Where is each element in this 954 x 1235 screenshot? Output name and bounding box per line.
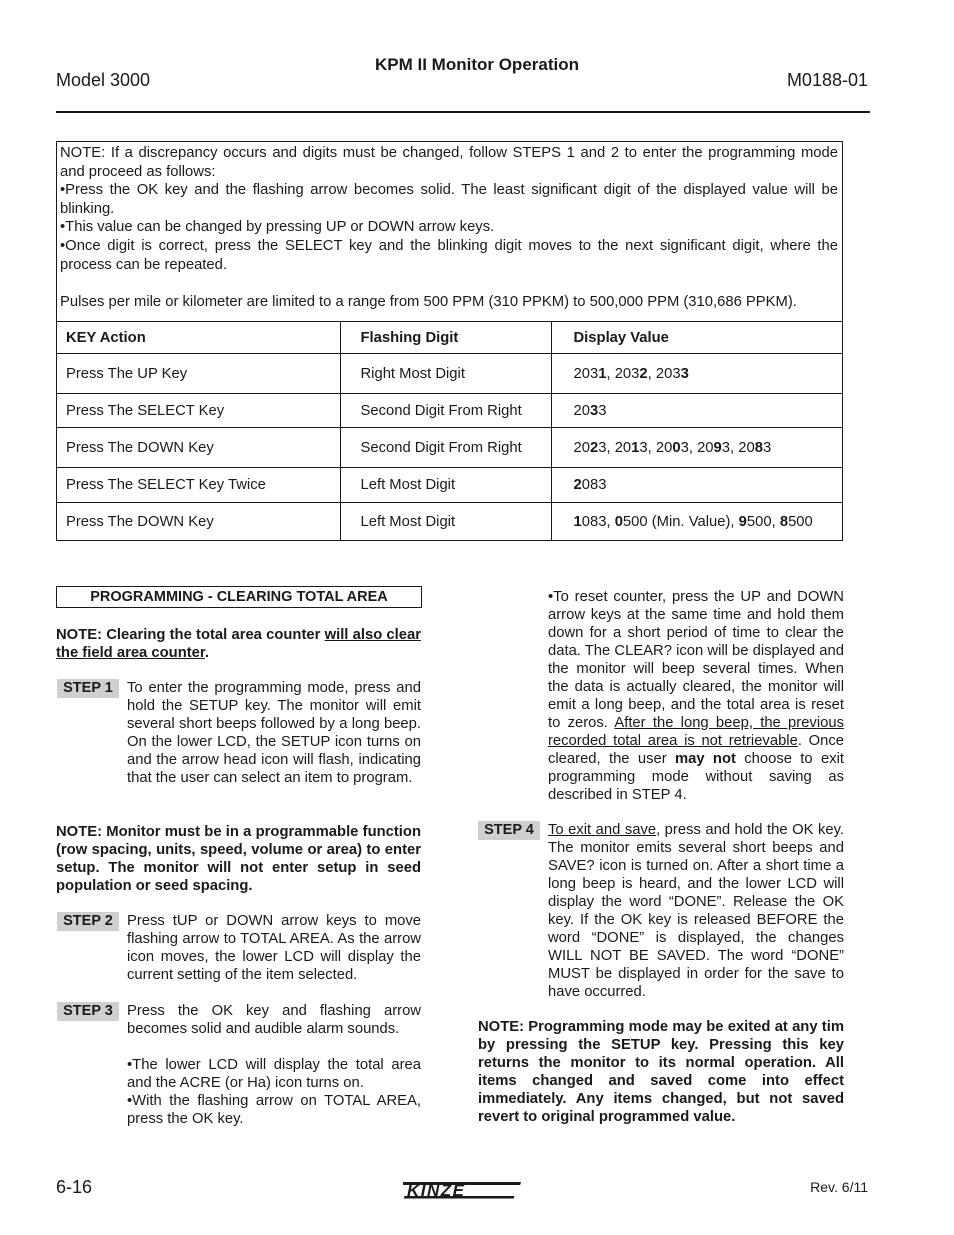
table-cell: Press The SELECT Key Twice — [57, 468, 340, 503]
table-cell: Second Digit From Right — [340, 428, 551, 468]
exit-note: NOTE: Programming mode may be exited at any tim by pressing the SETUP key. Pressing this key returns the monitor to its normal operation. All items changed and saved come into effect immediately. Any items changed, but not saved revert to original programmed value. — [478, 1019, 844, 1125]
header-rule — [56, 111, 870, 113]
note-paragraph: NOTE: If a discrepancy occurs and digits must be changed, follow STEPS 1 and 2 to enter the programming mode and proceed as follows: — [60, 145, 838, 180]
table-cell: Press The SELECT Key — [57, 394, 340, 428]
table-row — [57, 354, 842, 394]
kinze-logo — [403, 1176, 523, 1209]
table-cell: Press The UP Key — [57, 354, 340, 394]
table-row — [57, 394, 842, 428]
display-value-cell: 2033 — [551, 394, 842, 428]
step-text: Press tUP or DOWN arrow keys to move flashing arrow to TOTAL AREA. As the arrow icon moves, the lower LCD will display the current setting of the item selected. — [127, 913, 421, 983]
setup-note: NOTE: Monitor must be in a programmable function (row spacing, units, speed, volume or area) to enter setup. The monitor will not enter setup in seed population or seed spacing. — [56, 824, 421, 894]
step-3 — [57, 1002, 421, 1128]
column-header: KEY Action — [57, 322, 340, 354]
column-header: Display Value — [551, 322, 842, 354]
table-cell: Press The DOWN Key — [57, 428, 340, 468]
step-badge: STEP 1 — [57, 679, 119, 698]
step-1 — [57, 679, 421, 787]
note-paragraph: •Press the OK key and the flashing arrow becomes solid. The least significant digit of the displayed value will be blinking. — [60, 182, 838, 217]
kinze-logo-icon — [403, 1176, 523, 1204]
table-cell: Second Digit From Right — [340, 394, 551, 428]
note-text: NOTE: Clearing the total area counter — [56, 627, 325, 643]
para-text: •To reset counter, press the UP and DOWN arrow keys at the same time and hold them down for a short period of time to clear the data. The CLEAR? icon will be displayed and the monitor will beep several times. When the data is actually cleared, the monitor will emit a long beep, and the total area is reset to zeros. — [548, 589, 844, 731]
logo-text: KINZE — [407, 1181, 466, 1200]
page-header-title: KPM II Monitor Operation — [375, 55, 579, 74]
step-underlined-text: To exit and save — [548, 822, 657, 838]
section-title: PROGRAMMING - CLEARING TOTAL AREA — [56, 586, 422, 608]
note-paragraph: •This value can be changed by pressing UP or DOWN arrow keys. — [60, 219, 495, 236]
table-cell: Left Most Digit — [340, 468, 551, 503]
note-paragraph: •Once digit is correct, press the SELECT key and the blinking digit moves to the next significant digit, where the process can be repeated. — [60, 237, 838, 273]
display-value-cell: 2083 — [551, 468, 842, 503]
note-table-box — [56, 141, 843, 541]
para-underlined-text: After the long beep, the previous recorded total area is not retrievable — [548, 715, 844, 749]
display-value-cell: 2023, 2013, 2003, 2093, 2083 — [551, 428, 842, 468]
step-badge: STEP 4 — [478, 821, 540, 840]
table-cell: Left Most Digit — [340, 503, 551, 540]
key-action-table — [57, 321, 842, 540]
table-cell: Press The DOWN Key — [57, 503, 340, 540]
step-badge: STEP 2 — [57, 912, 119, 931]
step-text: , press and hold the OK key. The monitor emits several short beeps and SAVE? icon is turned on. After a short time a long beep is heard, and the lower LCD will display the word “DONE”. Release the OK key. If the OK key is released BEFORE the word “DONE” is displayed, the changes WILL NOT BE SAVED. The word “DONE” MUST be displayed in order for the save to have occurred. — [548, 822, 844, 1000]
revision-label: Rev. 6/11 — [810, 1179, 868, 1195]
model-label: Model 3000 — [56, 70, 151, 90]
step-bullet: •The lower LCD will display the total area and the ACRE (or Ha) icon turns on. — [127, 1057, 421, 1091]
note-paragraph: Pulses per mile or kilometer are limited to a range from 500 PPM (310 PPKM) to 500,000 PPM (310,686 PPKM). — [60, 293, 797, 310]
table-cell: Right Most Digit — [340, 354, 551, 394]
para-text: . Once cleared, the user — [548, 733, 844, 767]
table-header-row — [57, 322, 842, 354]
table-row — [57, 428, 842, 468]
step-bullet: •With the flashing arrow on TOTAL AREA, press the OK key. — [127, 1093, 421, 1127]
clearing-note — [56, 626, 421, 662]
step-2 — [57, 912, 421, 984]
note-underlined-text: will also clear the field area counter — [56, 627, 421, 661]
step-badge: STEP 3 — [57, 1002, 119, 1021]
step-text: Press the OK key and flashing arrow becomes solid and audible alarm sounds. — [127, 1003, 421, 1037]
discrepancy-note — [57, 142, 842, 321]
column-header: Flashing Digit — [340, 322, 551, 354]
para-bold-text: may not — [674, 751, 736, 767]
table-row — [57, 503, 842, 540]
document-number: M0188-01 — [786, 70, 868, 90]
para-text: choose to exit programming mode without saving as described in STEP 4. — [548, 751, 844, 803]
step-text: To enter the programming mode, press and hold the SETUP key. The monitor will emit several short beeps followed by a long beep. On the lower LCD, the SETUP icon turns on and the arrow head icon will flash, indicating that the user can select an item to program. — [127, 680, 421, 786]
reset-counter-paragraph — [548, 588, 844, 804]
table-row — [57, 468, 842, 503]
display-value-cell: 1083, 0500 (Min. Value), 9500, 8500 — [551, 503, 842, 540]
display-value-cell: 2031, 2032, 2033 — [551, 354, 842, 394]
note-text: . — [204, 645, 209, 661]
page-number: 6-16 — [56, 1177, 93, 1197]
step-4 — [478, 821, 844, 1001]
